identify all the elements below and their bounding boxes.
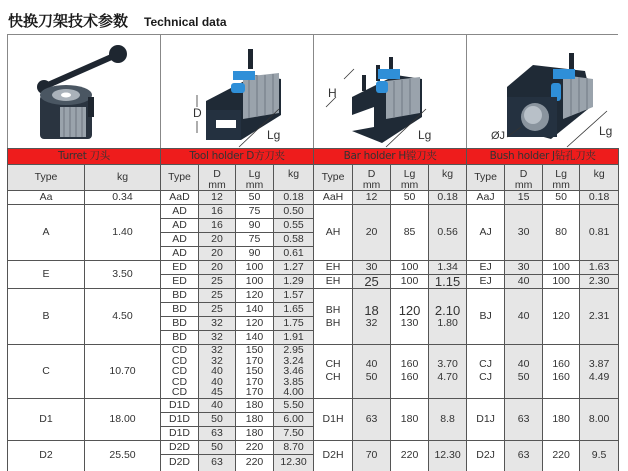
table-row: D2D 63 220 12.30 xyxy=(8,454,619,471)
col-bush-d: D mm xyxy=(505,165,543,191)
svg-text:D: D xyxy=(193,106,202,120)
bar-holder-b-lg: 120 130 xyxy=(391,289,429,345)
table-row: ED 25 100 1.29 EH 25 100 1.15 EJ 40 100 2.30 xyxy=(8,275,619,289)
bar-holder-b-kg: 2.10 1.80 xyxy=(429,289,467,345)
col-tool-type: Type xyxy=(161,165,199,191)
table-row: BD 32 140 1.91 xyxy=(8,331,619,345)
bush-holder-c-lg: 160 160 xyxy=(543,345,580,399)
col-tool-lg: Lg mm xyxy=(236,165,274,191)
table-row: B 4.50 BD 25 120 1.57 BH BH 18 32 120 130 2.10 1.80 BJ 40 120 2.31 xyxy=(8,289,619,303)
turret-image xyxy=(8,35,161,148)
col-turret-kg: kg xyxy=(85,165,161,191)
section-turret: Turret 刀头 xyxy=(8,149,161,165)
tool-holder-c-d: 32 32 40 40 45 xyxy=(199,345,236,399)
bush-holder-c-type: CJ CJ xyxy=(467,345,505,399)
section-bush-holder: Bush holder J钻孔刀夹 xyxy=(467,149,619,165)
table-row: D1 18.00 D1D 40 180 5.50 D1H 63 180 8.8 D1J 63 180 8.00 xyxy=(8,398,619,412)
bar-holder-c-d: 40 50 xyxy=(353,345,391,399)
col-turret-type: Type xyxy=(8,165,85,191)
svg-text:Lg: Lg xyxy=(267,128,281,142)
bar-holder-c-kg: 3.70 4.70 xyxy=(429,345,467,399)
bush-holder-c-kg: 3.87 4.49 xyxy=(580,345,619,399)
bush-holder-icon xyxy=(467,35,619,148)
section-tool-holder: Tool holder D方刀夹 xyxy=(161,149,314,165)
bush-holder-image xyxy=(467,35,619,148)
table-row: D1D 63 180 7.50 xyxy=(8,426,619,440)
table-row: A 1.40 AD 16 75 0.50 AH 20 85 0.56 AJ 30 80 0.81 xyxy=(8,205,619,219)
bar-holder-c-type: CH CH xyxy=(314,345,353,399)
col-bar-type: Type xyxy=(314,165,353,191)
col-tool-kg: kg xyxy=(274,165,314,191)
bar-holder-icon xyxy=(314,35,466,148)
col-bar-lg: Lg mm xyxy=(391,165,429,191)
technical-data-table xyxy=(7,148,619,471)
bar-holder-b-d: 18 32 xyxy=(353,289,391,345)
table-row: Aa 0.34 AaD 12 50 0.18 AaH 12 50 0.18 AaJ 15 50 0.18 xyxy=(8,191,619,205)
svg-text:ØJ: ØJ xyxy=(491,130,506,142)
bar-holder-b-type: BH BH xyxy=(314,289,353,345)
svg-text:H: H xyxy=(328,86,337,100)
column-header-row xyxy=(8,165,619,191)
table-row: AD 16 90 0.55 xyxy=(8,219,619,233)
col-bar-d: D mm xyxy=(353,165,391,191)
tool-holder-c-kg: 2.95 3.24 3.46 3.85 4.00 xyxy=(274,345,314,399)
tool-holder-c-type: CD CD CD CD CD xyxy=(161,345,199,399)
table-row: AD 20 90 0.61 xyxy=(8,247,619,261)
product-image-row xyxy=(7,34,618,148)
table-row: D1D 50 180 6.00 xyxy=(8,412,619,426)
tool-holder-c-lg: 150 170 150 170 170 xyxy=(236,345,274,399)
col-bar-kg: kg xyxy=(429,165,467,191)
bush-holder-c-d: 40 50 xyxy=(505,345,543,399)
table-row: D2 25.50 D2D 50 220 8.70 D2H 70 220 12.30 D2J 63 220 9.5 xyxy=(8,440,619,454)
page-title xyxy=(8,10,227,32)
bar-holder-image xyxy=(314,35,467,148)
tool-holder-icon xyxy=(161,35,313,148)
table-row: C 10.70 CD CD CD CD CD 32 32 40 40 45 150 170 150 170 170 2.95 3.24 3.46 3.85 4.00 CH CH 40 50 160 160 3.70 4.70 CJ CJ 40 50 160 160 3.87 4.49 xyxy=(8,345,619,399)
svg-text:Lg: Lg xyxy=(418,128,432,142)
table-row: BD 25 140 1.65 xyxy=(8,303,619,317)
svg-text:Lg: Lg xyxy=(599,124,613,138)
table-row: AD 20 75 0.58 xyxy=(8,233,619,247)
col-bush-type: Type xyxy=(467,165,505,191)
section-header-row xyxy=(8,149,619,165)
turret-icon xyxy=(8,35,160,148)
table-row: BD 32 120 1.75 xyxy=(8,317,619,331)
tool-holder-image xyxy=(161,35,314,148)
table-row: E 3.50 ED 20 100 1.27 EH 30 100 1.34 EJ 30 100 1.63 xyxy=(8,261,619,275)
section-bar-holder: Bar holder H镗刀夹 xyxy=(314,149,467,165)
col-tool-d: D mm xyxy=(199,165,236,191)
title-english: Technical data xyxy=(144,15,227,29)
title-chinese: 快换刀架技术参数 xyxy=(8,12,129,30)
col-bush-kg: kg xyxy=(580,165,619,191)
bar-holder-c-lg: 160 160 xyxy=(391,345,429,399)
col-bush-lg: Lg mm xyxy=(543,165,580,191)
